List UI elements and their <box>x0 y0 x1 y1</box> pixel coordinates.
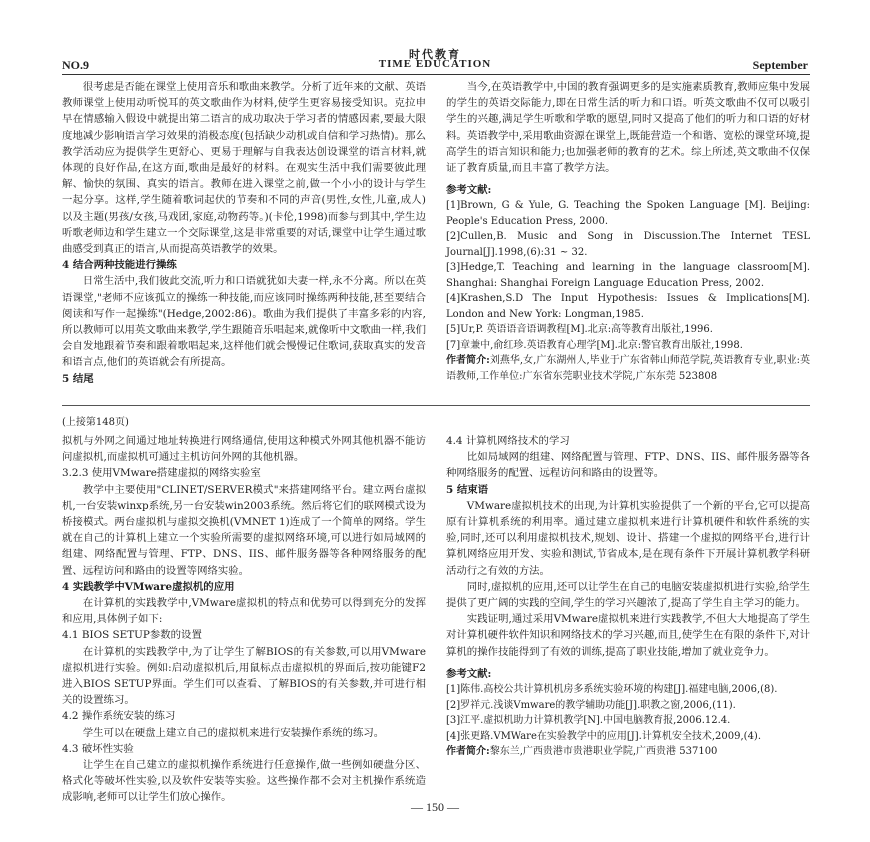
journal-title: TIME EDUCATION <box>378 58 492 70</box>
body-paragraph: 同时,虚拟机的应用,还可以让学生在自己的电脑安装虚拟机进行实验,给学生提供了更广阔的实践的空间,学生的学习兴趣浓了,提高了学生自主学习的能力。 <box>446 580 810 610</box>
subsection-line: 4.1 BIOS SETUP参数的设置 <box>62 629 202 642</box>
bottom-left-column <box>62 433 426 806</box>
section-heading: 4 实践教学中VMware虚拟机的应用 <box>62 580 235 593</box>
subsection-line: 3.2.3 使用VMware搭建虚拟的网络实验室 <box>62 467 261 480</box>
reference-item: [4]Krashen,S.D The Input Hypothesis: Issues & Implications[M]. London and New York: Longman,1985. <box>446 293 810 320</box>
body-paragraph: 让学生在自己建立的虚拟机操作系统进行任意操作,做一些例如硬盘分区、格式化等破坏性实验,以及软件安装等实验。这些操作都不会对主机操作系统造成影响,老师可以让学生们放心操作。 <box>62 759 426 804</box>
author-bio <box>446 744 810 760</box>
author-bio-text: 黎东兰,广西贵港市贵港职业学院,广西贵港 537100 <box>489 746 718 758</box>
references-heading: 参考文献: <box>446 184 492 197</box>
reference-item: [7]章兼中,俞红珍.英语教育心理学[M].北京:警官教育出版社,1998. <box>446 339 743 351</box>
subsection-line: 4.4 计算机网络技术的学习 <box>446 435 570 447</box>
top-left-column <box>62 79 426 387</box>
reference-item: [4]张更路.VMWare在实验教学中的应用[J].计算机安全技术,2009,(4). <box>446 730 762 742</box>
reference-item: [3]Hedge,T. Teaching and learning in the language classroom[M]. Shanghai: Shanghai Foreign Language Education Press, 2002. <box>446 262 810 289</box>
body-paragraph: 在计算机的实践教学中,VMware虚拟机的特点和优势可以得到充分的发挥和应用,具体例子如下: <box>62 597 426 626</box>
author-bio-text: 刘燕华,女,广东湖州人,毕业于广东省韩山师范学院,英语教育专业,职业:英语教师,工作单位:广东省东莞职业技术学院,广东东莞 523808 <box>446 355 810 382</box>
reference-item: [1]Brown, G & Yule, G. Teaching the Spoken Language [M]. Beijing: People's Education Press, 2000. <box>446 200 810 227</box>
bottom-right-column <box>446 433 810 760</box>
top-right-column <box>446 79 810 384</box>
body-paragraph: 当今,在英语教学中,中国的教育强调更多的是实施素质教育,教师应集中发展的学生的英语交际能力,即在日常生活的听力和口语。听英文歌曲不仅可以吸引学生的兴趣,满足学生听歌和学歌的愿望,同时又提高了他们的听力和口语的好材料。英语教学中,采用歌曲资源在课堂上,既能营造一个和谐、宽松的课堂环境,提高学生的语言知识和能力;也加强老师的教育的艺术。综上所述,英文歌曲不仅保证了教育质量,而且丰富了教学方法。 <box>446 81 810 175</box>
section-heading: 5 结束语 <box>446 483 489 496</box>
author-bio-label: 作者简介: <box>446 355 490 367</box>
section-heading: 5 结尾 <box>62 372 94 385</box>
issue-number: NO.9 <box>62 58 89 72</box>
subsection-line: 4.2 操作系统安装的练习 <box>62 710 176 723</box>
body-paragraph: VMware虚拟机技术的出现,为计算机实验提供了一个新的平台,它可以提高原有计算机系统的利用率。通过建立虚拟机来进行计算机硬件和软件系统的实验,同时,还可以利用虚拟机技术,规划、设计、搭建一个虚拟的网络平台,进行计算机网络应用开发、实验和测试,节省成本,是在现有条件下开展计算机教学科研活动行之有效的方法。 <box>446 499 810 577</box>
subsection-line: 4.3 破坏性实验 <box>62 742 134 755</box>
reference-item: [5]Ur,P. 英语语音语调教程[M].北京:高等教育出版社,1996. <box>446 324 713 336</box>
body-paragraph: 在计算机的实践教学中,为了让学生了解BIOS的有关参数,可以用VMware虚拟机进行实验。例如:启动虚拟机后,用鼠标点击虚拟机的界面后,按功能键F2进入BIOS SETUP界面。学生们可以查看、了解BIOS的有关参数,并可进行相关的设置练习。 <box>62 645 426 707</box>
reference-item: [2]罗祥元.浅谈Vmware的教学辅助功能[J].职教之窗,2006,(11). <box>446 699 736 711</box>
body-paragraph: 日常生活中,我们彼此交流,听力和口语就犹如夫妻一样,永不分离。所以在英语课堂,"老师不应该孤立的操练一种技能,而应该同时操练两种技能,甚至要结合阅读和写作一起操练"(Hedge,2002:86)。歌曲为我们提供了丰富多彩的内容,所以教师可以用英文歌曲来教学,学生跟随音乐唱起来,就像听中文歌曲一样,我们会自发地跟着节奏和跟着歌唱起来,这样他们就会慢慢记住歌词,获取真实的发音和语言点,他们的英语就会有所提高。 <box>62 275 426 369</box>
page-number: — 150 — <box>411 800 459 814</box>
references-heading: 参考文献: <box>446 667 492 680</box>
body-paragraph: 教学中主要使用"CLINET/SERVER模式"来搭建网络平台。建立两台虚拟机,一台安装winxp系统,另一台安装win2003系统。然后将它们的联网模式设为桥接模式。两台虚拟机与虚拟交换机(VMNET 1)连成了一个简单的网络。学生就在自己的计算机上建立一个实验所需要的虚拟网络环境,可以进行如局域网的组建、网络配置与管理、FTP、DNS、IIS、邮件服务器等各种网络服务的配置、远程访问和路由的设置等网络实验。 <box>62 483 426 577</box>
body-paragraph: 实践证明,通过采用VMware虚拟机来进行实践教学,不但大大地提高了学生对计算机硬件软件知识和网络技术的学习兴趣,而且,使学生在有限的条件下,对计算机的操作技能得到了有效的训练,提高了职业技能,增加了就业竞争力。 <box>446 613 810 658</box>
reference-item: [1]陈伟.高校公共计算机机房多系统实验环境的构建[J].福建电脑,2006,(8). <box>446 684 778 696</box>
subsection-line: 拟机与外网之间通过地址转换进行网络通信,使用这种模式外网其他机器不能访问虚拟机,而虚拟机可通过主机访问外网的其他机器。 <box>62 435 426 464</box>
author-bio-label: 作者简介: <box>446 746 490 758</box>
reference-item: [2]Cullen,B. Music and Song in Discussion.The Internet TESL Journal[J].1998,(6):31 ~ 32. <box>446 231 810 258</box>
section-heading: 4 结合两种技能进行操练 <box>62 259 177 272</box>
continued-from-note: (上接第148页) <box>62 417 129 428</box>
section-divider <box>62 405 810 406</box>
body-paragraph: 学生可以在硬盘上建立自己的虚拟机来进行安装操作系统的练习。 <box>82 726 385 739</box>
body-paragraph: 比如局域网的组建、网络配置与管理、FTP、DNS、IIS、邮件服务器等各种网络服务的配置、远程访问和路由的设置等。 <box>446 451 810 480</box>
body-paragraph: 很考虑是否能在课堂上使用音乐和歌曲来教学。分析了近年来的文献、英语教师课堂上使用动听悦耳的英文歌曲作为材料,使学生更容易接受知识。克拉申早在情感输入假设中就提出第二语言的成功取决于学习者的情感因素,要最大限度地减少影响语言学习效果的消极态度(包括缺少动机或自信和学习热情)。那么教学活动应为提供学生更舒心、更易于理解与自我表达创设课堂的语言材料,就体现的良好作品,在这方面,歌曲是最好的材料。在观实生活中我们需要彼此理解、愉快的氛围、真实的语言。教师在进入课堂之前,做一个小小的设计与学生一起分享。这样,学生随着歌词起伏的节奏和不同的声音(男性,女性,儿童,成人)以及主题(男孩/女孩,马戏团,家庭,动物药等。)(卡伦,1998)而参与到其中,学生边听歌老师边和学生建立一个交际课堂,这是非常重要的对话,课堂中让学生通过歌曲感受到真正的语言,从而提高英语教学的效果。 <box>62 81 426 256</box>
issue-month: September <box>752 58 808 72</box>
journal-brand: 时代教育 <box>409 48 461 61</box>
reference-item: [3]江平.虚拟机助力计算机教学[N].中国电脑教育报,2006.12.4. <box>446 715 731 727</box>
header-rule <box>62 74 810 75</box>
author-bio <box>446 353 810 384</box>
